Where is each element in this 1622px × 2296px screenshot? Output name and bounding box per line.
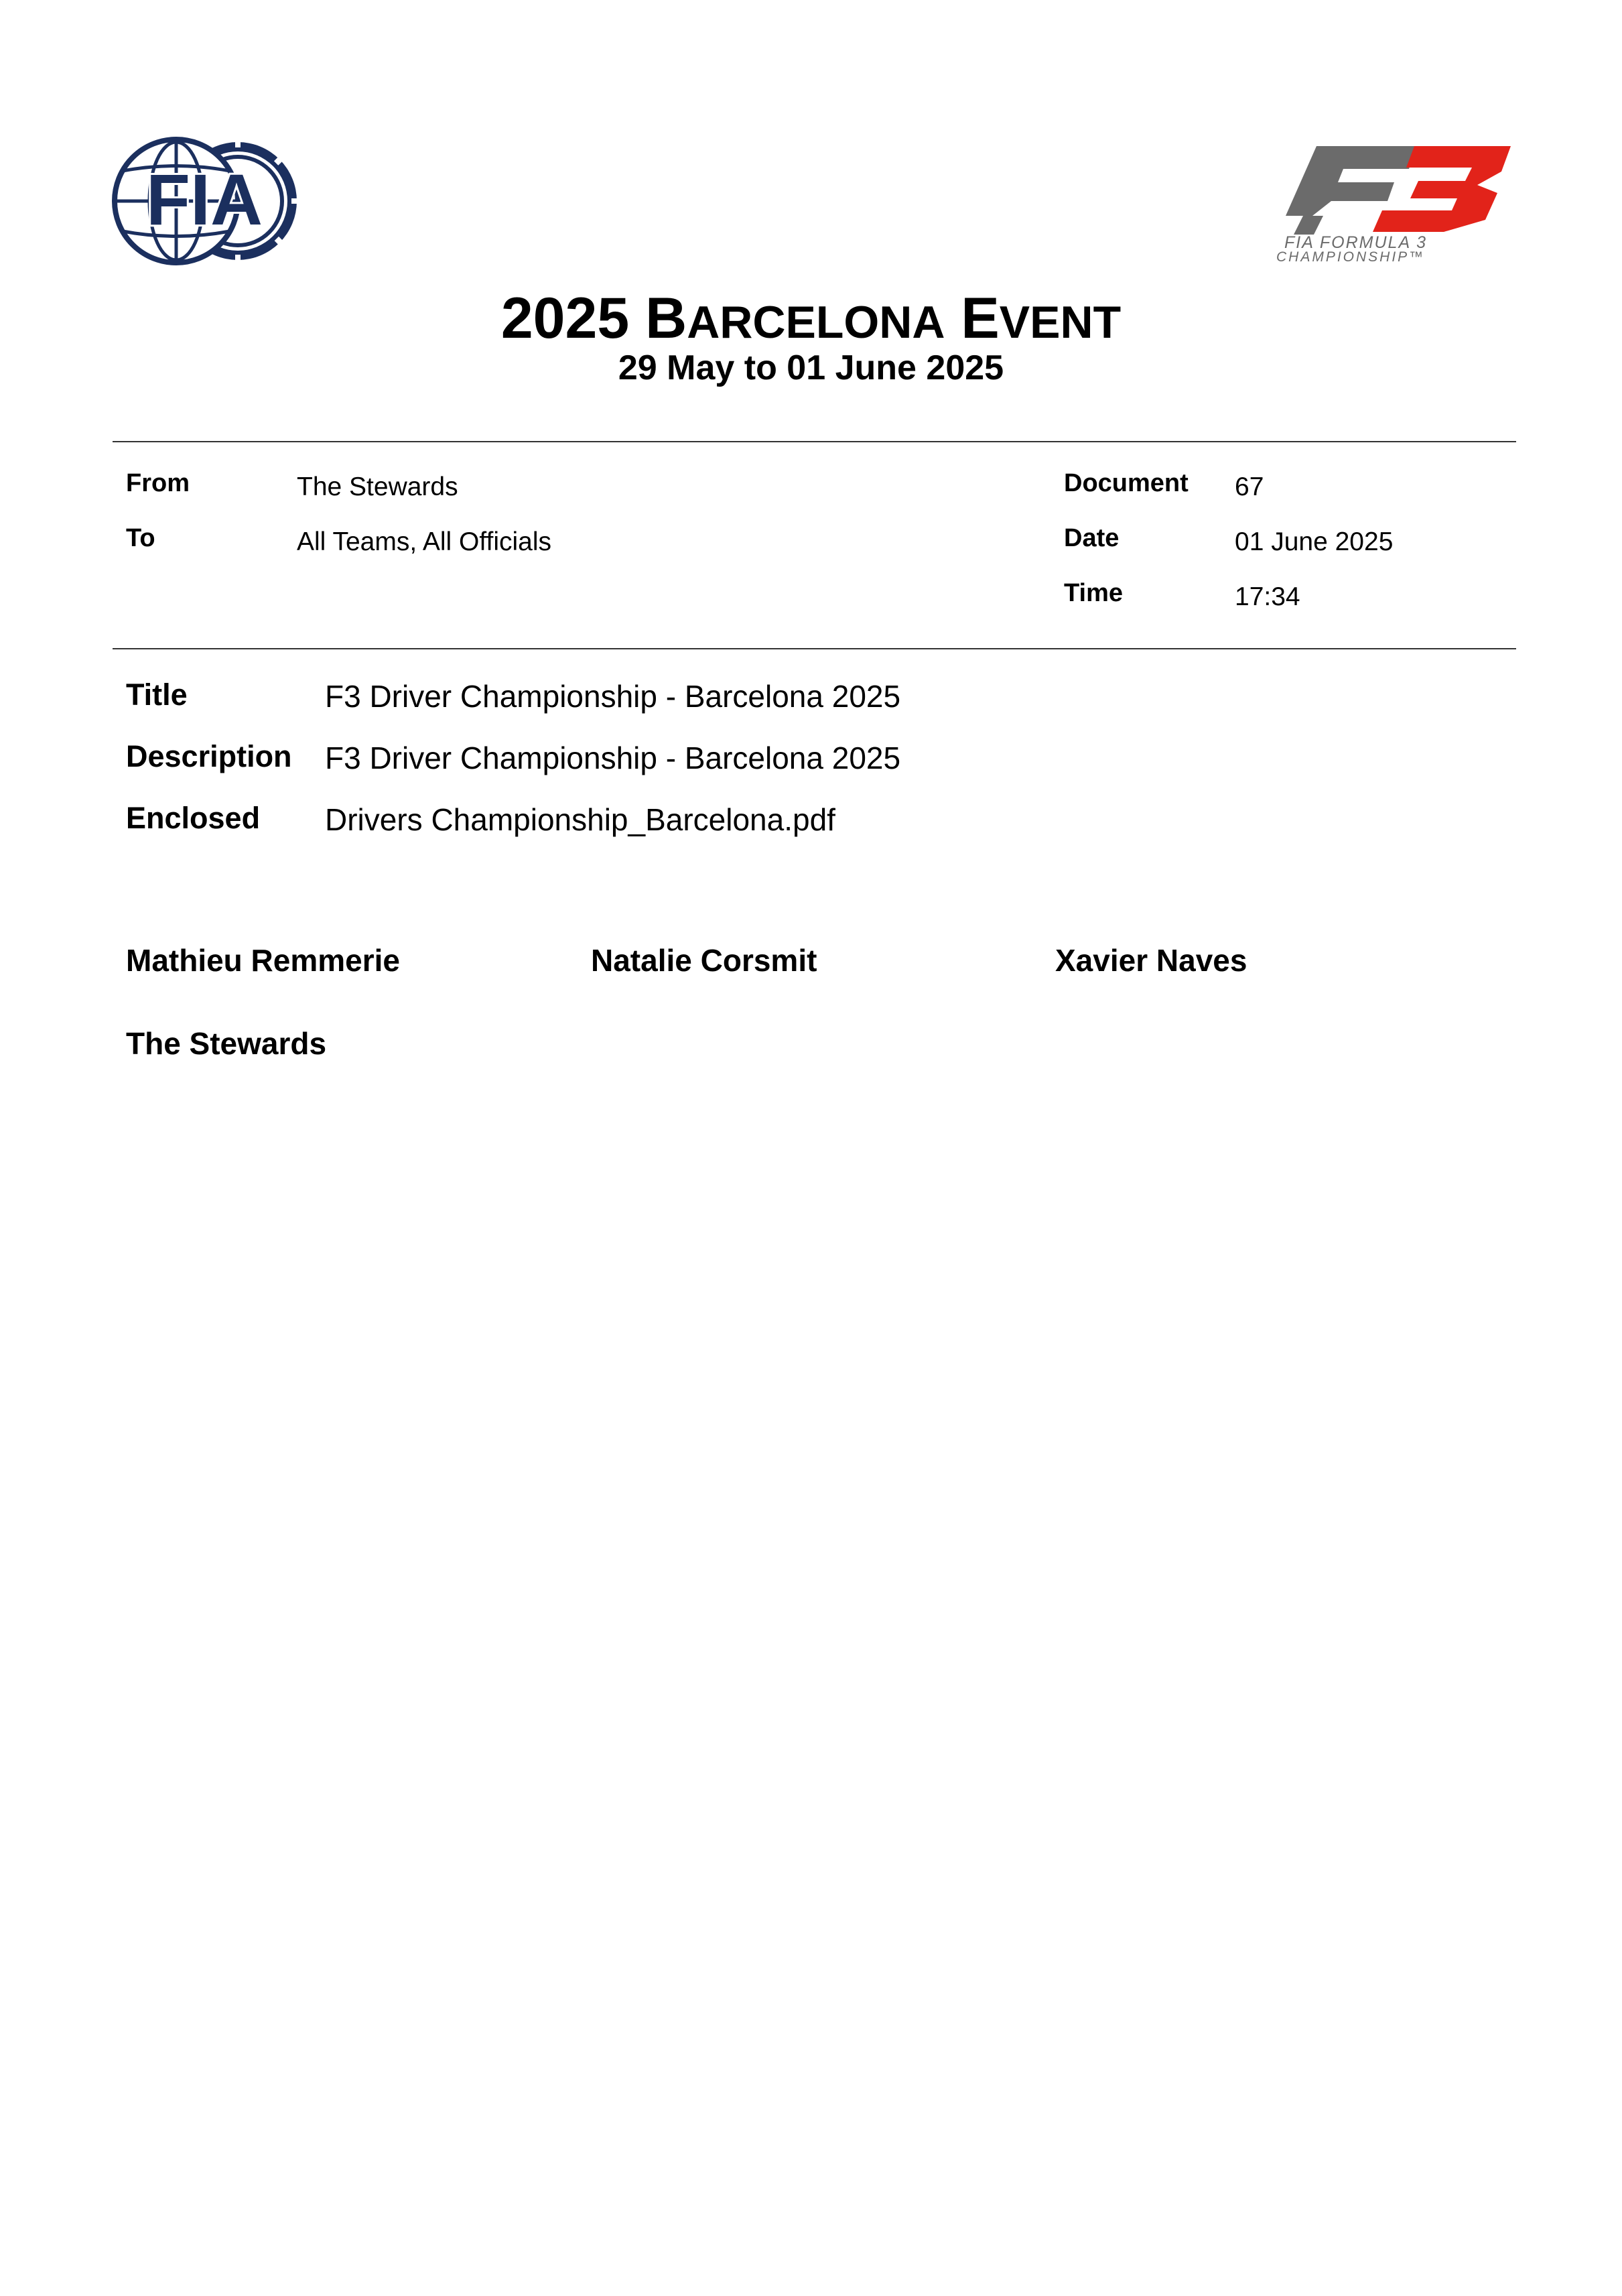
steward-2-name: Natalie Corsmit [591,943,817,978]
stewards-group: The Stewards [126,1026,327,1061]
date-label: Date [1064,524,1120,552]
enclosed-value[interactable]: Drivers Championship_Barcelona.pdf [325,802,835,837]
from-label: From [126,469,190,497]
divider-middle [113,648,1516,649]
divider-top [113,441,1516,442]
date-value: 01 June 2025 [1235,527,1394,556]
document-value: 67 [1235,472,1264,501]
time-value: 17:34 [1235,582,1300,611]
title-value: F3 Driver Championship - Barcelona 2025 [325,679,901,714]
event-title-arcelona: ARCELONA [687,297,945,348]
steward-3-name: Xavier Naves [1055,943,1247,978]
time-label: Time [1064,579,1124,607]
to-value: All Teams, All Officials [297,527,552,556]
description-label: Description [126,739,292,773]
event-title-e: E [961,286,1000,350]
to-label: To [126,524,155,552]
event-year: 2025 [500,286,630,350]
title-label: Title [126,678,188,712]
f3-logo-line2: CHAMPIONSHIP™ [1276,249,1426,261]
f3-logo [1276,141,1514,261]
f3-logo-line1: FIA FORMULA 3 [1284,233,1428,252]
from-value: The Stewards [297,472,458,501]
fia-logo-text: FIA [146,159,263,240]
event-title-vent: VENT [999,297,1122,348]
steward-1-name: Mathieu Remmerie [126,943,401,978]
description-value: F3 Driver Championship - Barcelona 2025 [325,741,901,775]
fia-logo [111,134,305,268]
event-dates: 29 May to 01 June 2025 [618,348,1004,387]
document-label: Document [1064,469,1189,497]
event-title [0,285,1622,356]
event-title-b: B [645,286,687,350]
enclosed-label: Enclosed [126,801,261,835]
